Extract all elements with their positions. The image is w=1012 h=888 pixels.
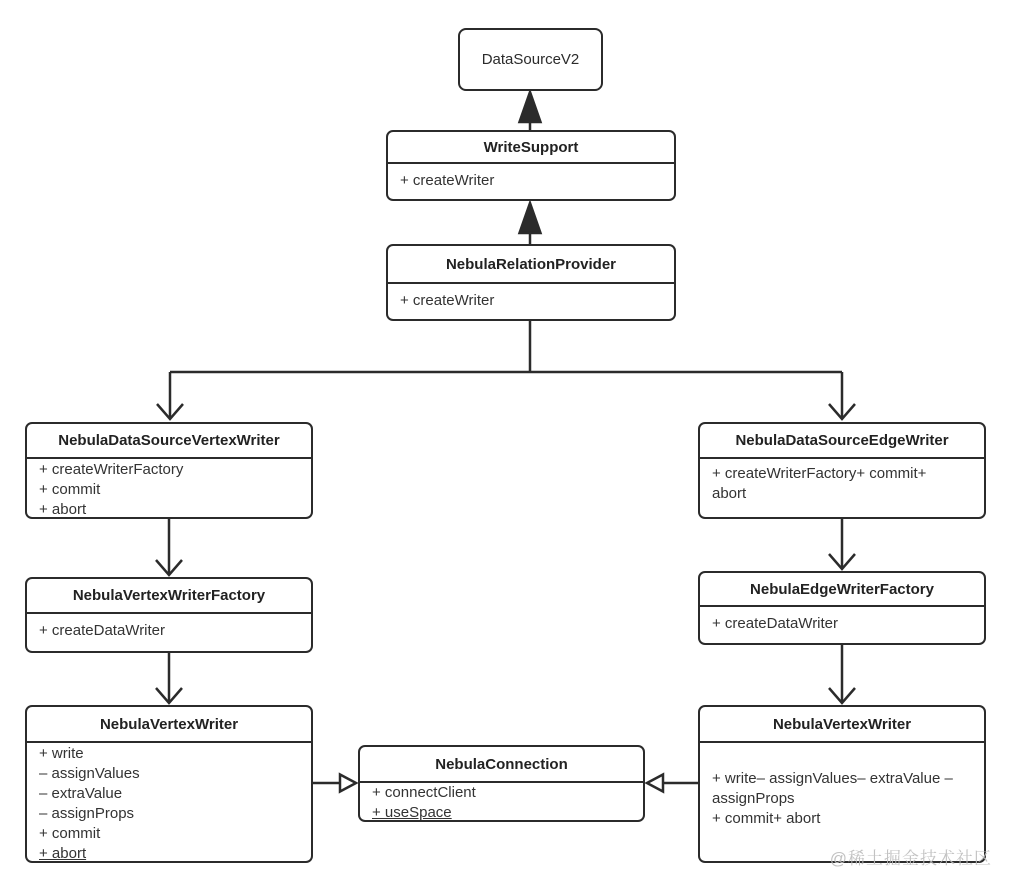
arrow-edgewriterfactory-to-vertexwriter <box>829 645 855 703</box>
arrow-leftwriter-to-connection <box>313 775 356 792</box>
class-title: NebulaVertexWriterFactory <box>27 579 311 614</box>
class-box-nebulavertexwriterfactory <box>25 577 313 653</box>
branch-arrow-provider-to-writers <box>157 321 855 419</box>
class-title: NebulaVertexWriter <box>700 707 984 743</box>
class-box-nebuladatasourceedgewriter <box>698 422 986 519</box>
class-box-nebuladatasourcevertexwriter <box>25 422 313 519</box>
class-method: + write– assignValues– extraValue –assignProps <box>712 770 953 807</box>
class-methods <box>700 459 984 504</box>
inheritance-arrow-writesupport-to-datasourcev2 <box>520 92 541 131</box>
class-box-writesupport <box>386 130 676 201</box>
inheritance-arrow-relationprovider-to-writesupport <box>520 203 541 244</box>
class-method: + abort <box>39 501 87 518</box>
class-box-nebulavertexwriter-left <box>25 705 313 863</box>
class-box-nebulaconnection <box>358 745 645 822</box>
class-title: NebulaEdgeWriterFactory <box>700 573 984 607</box>
class-methods <box>27 614 311 641</box>
arrow-vertexwriterfactory-to-vertexwriter <box>156 653 182 703</box>
arrow-rightwriter-to-connection <box>647 775 698 792</box>
class-methods <box>700 743 984 829</box>
class-title: DataSourceV2 <box>481 51 580 68</box>
class-title: NebulaVertexWriter <box>27 707 311 743</box>
class-methods <box>700 607 984 634</box>
class-method: – assignProps <box>39 805 135 822</box>
class-method: – assignValues <box>39 765 140 782</box>
class-method: + createWriterFactory <box>39 461 184 478</box>
class-method: + createWriter <box>400 172 495 189</box>
class-method: + write <box>39 745 84 762</box>
class-method: + useSpace <box>372 804 452 821</box>
class-box-nebulavertexwriter-right <box>698 705 986 863</box>
class-methods <box>360 783 643 823</box>
class-box-nebulaedgewriterfactory <box>698 571 986 645</box>
watermark-text: @稀土掘金技术社区 <box>829 849 992 868</box>
class-title: NebulaRelationProvider <box>388 246 674 284</box>
class-method: – extraValue <box>39 785 123 802</box>
class-methods <box>388 284 674 311</box>
class-method: + createDataWriter <box>39 622 166 639</box>
class-box-nebularelationprovider <box>386 244 676 321</box>
class-title: NebulaConnection <box>360 747 643 783</box>
class-title: NebulaDataSourceVertexWriter <box>27 424 311 459</box>
class-box-datasourcev2 <box>458 28 603 91</box>
class-method: + createDataWriter <box>712 615 839 632</box>
class-methods <box>27 743 311 864</box>
class-method: + createWriterFactory+ commit+ abort <box>712 465 927 502</box>
class-methods <box>388 164 674 191</box>
class-method: + commit+ abort <box>712 810 821 827</box>
class-method: + commit <box>39 481 101 498</box>
class-method: + connectClient <box>372 784 476 801</box>
class-method: + commit <box>39 825 101 842</box>
class-method: + createWriter <box>400 292 495 309</box>
class-methods <box>27 459 311 520</box>
class-title: WriteSupport <box>388 132 674 164</box>
arrow-dsedgewriter-to-edgewriterfactory <box>829 519 855 569</box>
class-method: + abort <box>39 845 87 862</box>
class-title: NebulaDataSourceEdgeWriter <box>700 424 984 459</box>
arrow-dsvertexwriter-to-vertexwriterfactory <box>156 519 182 575</box>
